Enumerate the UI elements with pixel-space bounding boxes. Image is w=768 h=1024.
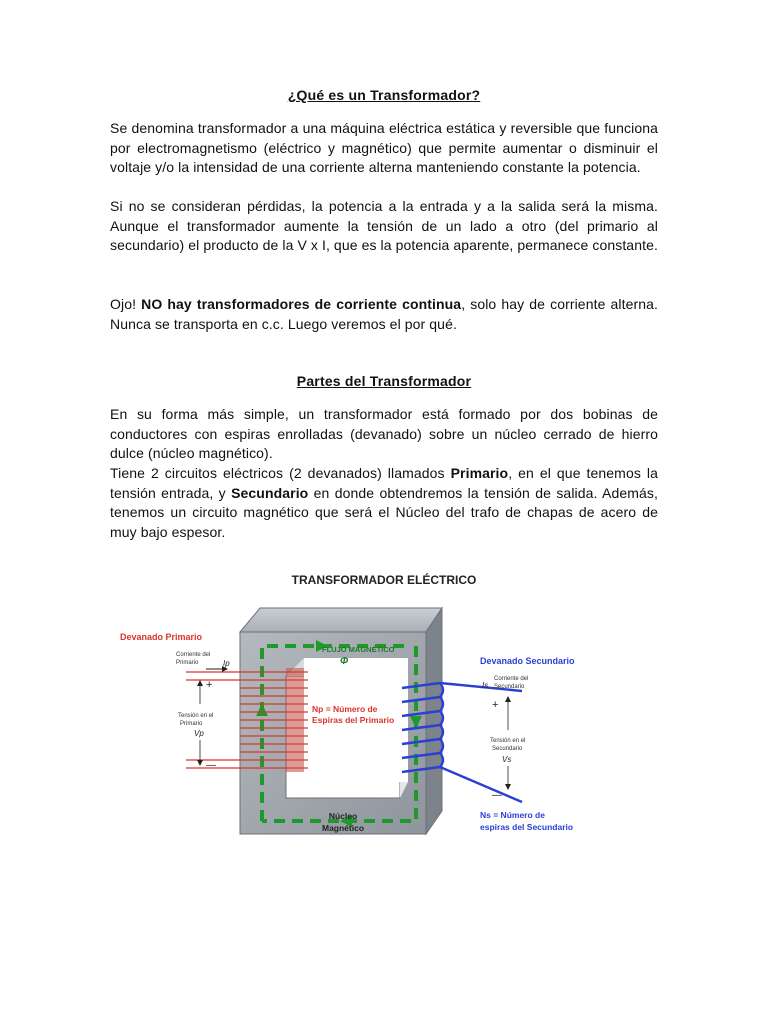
circuits-text-d: en donde obtendremos la tensión de salida. Además, tenemos un circuito magnético que será el Núcleo del trafo de chapas de acero de muy bajo espesor. — [110, 484, 658, 540]
secondary-voltage-arrowhead-down — [505, 784, 511, 790]
core-top-face — [240, 608, 442, 632]
primary-voltage-arrowhead-down — [197, 760, 203, 766]
warning-suffix: , solo hay de corriente alterna. Nunca se transporta en c.c. Luego veremos el por qué. — [110, 296, 658, 332]
transformer-figure — [110, 566, 658, 846]
core-side-face — [426, 608, 442, 834]
primary-current-symbol: Ip — [223, 659, 230, 668]
core-label-line1: Núcleo — [328, 811, 358, 821]
ns-label-line2: espiras del Secundario — [480, 822, 574, 832]
circuits-text-c: , en el que tenemos la tensión entrada, y — [110, 465, 658, 501]
secondary-plus: + — [492, 699, 499, 711]
secondary-voltage-arrowhead-up — [505, 696, 511, 702]
paragraph-definition: Se denomina transformador a una máquina eléctrica estática y reversible que funciona por electromagnetismo (eléctrico y magnético) que permite aumentar o disminuir el voltaje y/o la intensidad de una corriente alterna manteniendo constante la potencia. — [110, 120, 658, 175]
primary-voltage-label-l1: Tensión en el — [178, 713, 214, 719]
primary-voltage-symbol: Vp — [194, 729, 204, 738]
primary-plus: + — [206, 679, 213, 691]
secondary-current-label-l1: Corriente del — [494, 676, 529, 682]
secondary-minus: — — [492, 790, 502, 801]
warning-bold: NO hay transformadores de corriente continua — [141, 296, 462, 312]
secondary-current-label-l2: Secundario — [494, 684, 525, 690]
secundario-bold: Secundario — [231, 484, 309, 501]
np-label-line1: Np = Número de — [312, 704, 378, 714]
paragraph-simple-form: En su forma más simple, un transformador está formado por dos bobinas de conductores con espiras enrolladas (devanado) sobre un núcleo cerrado de hierro dulce (núcleo magnético). — [110, 406, 658, 461]
core-label-line2: Magnético — [321, 823, 365, 833]
ns-label-line1: Ns = Número de — [480, 810, 545, 820]
figure-title: TRANSFORMADOR ELÉCTRICO — [291, 573, 477, 587]
paragraph-warning — [110, 295, 658, 334]
circuits-text-a: Tiene 2 circuitos eléctricos (2 devanados) llamados — [110, 465, 451, 481]
primary-minus: — — [206, 760, 216, 771]
paragraph-power: Si no se consideran pérdidas, la potencia a la entrada y a la salida será la misma. Aunque el transformador aumente la tensión de un lado a otro (del primario al secundario) el producto de la V x I, que es la potencia aparente, permanece constante. — [110, 198, 658, 253]
primario-bold: Primario — [450, 465, 509, 481]
flux-label-symbol: Φ — [340, 656, 349, 667]
secondary-voltage-label-l2: Secundario — [492, 746, 523, 752]
primary-winding-label: Devanado Primario — [120, 632, 203, 642]
transformer-diagram — [110, 566, 658, 846]
primary-voltage-label-l2: Primario — [180, 721, 203, 727]
secondary-winding-label: Devanado Secundario — [480, 656, 575, 666]
flux-label-line1: FLUJO MAGNÉTICO — [322, 645, 395, 654]
heading-partes: Partes del Transformador — [296, 373, 472, 389]
heading-que-es: ¿Qué es un Transformador? — [287, 87, 481, 103]
primary-current-label-l2: Primario — [176, 660, 199, 666]
secondary-current-symbol: Is — [482, 681, 489, 690]
secondary-voltage-label-l1: Tensión en el — [490, 738, 526, 744]
primary-voltage-arrowhead-up — [197, 680, 203, 686]
paragraph-circuits — [110, 464, 658, 542]
secondary-voltage-symbol: Vs — [502, 755, 512, 764]
warning-prefix: Ojo! — [110, 296, 142, 312]
primary-current-label-l1: Corriente del — [176, 652, 211, 658]
np-label-line2: Espiras del Primario — [312, 715, 395, 725]
